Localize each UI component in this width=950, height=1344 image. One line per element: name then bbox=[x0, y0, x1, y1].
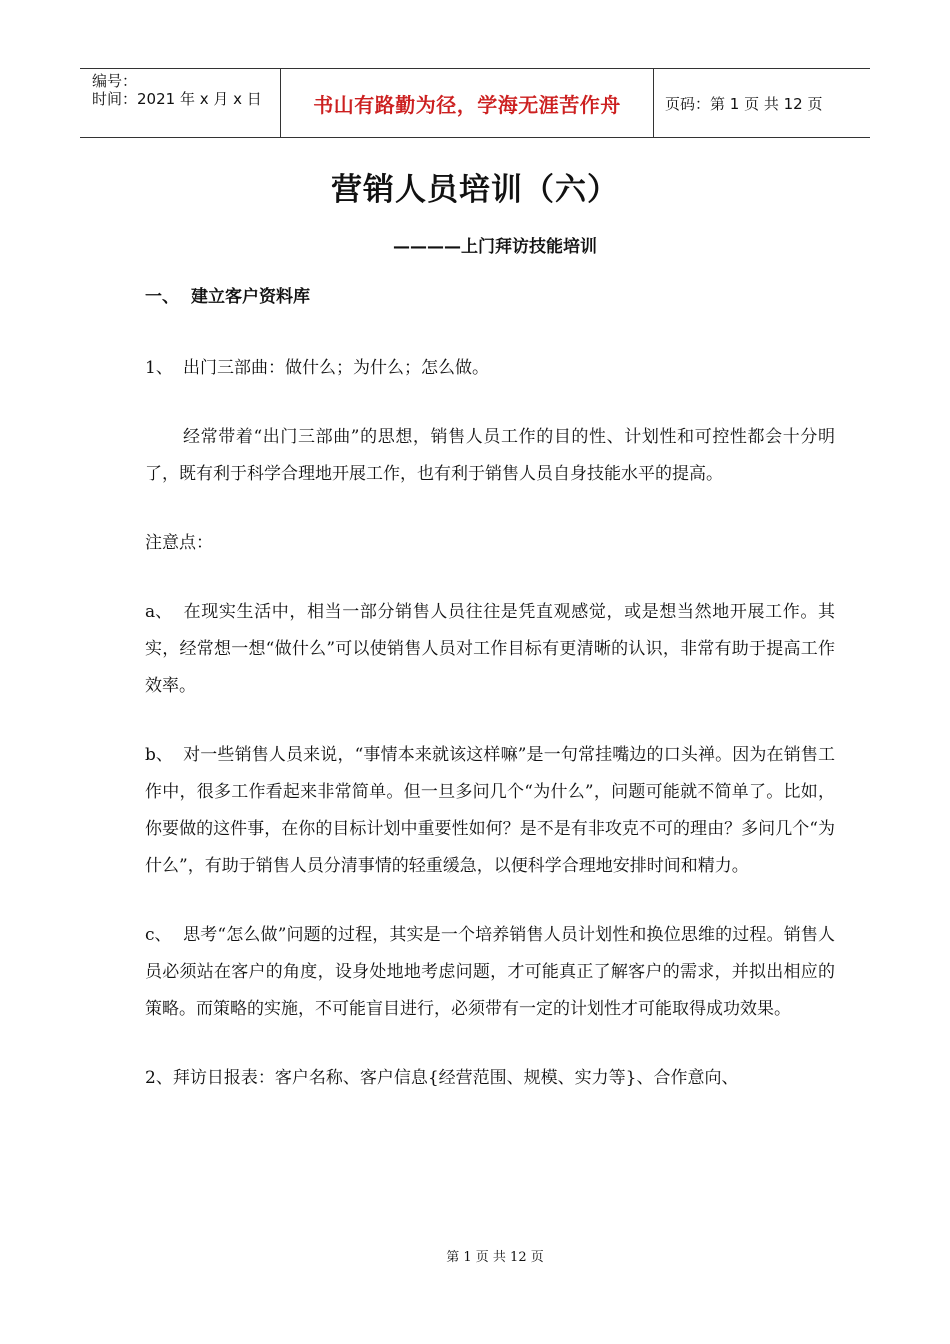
document-title: 营销人员培训（六） bbox=[331, 172, 619, 208]
note-marker: a、 bbox=[145, 602, 173, 622]
section-number: 一、 bbox=[145, 287, 179, 307]
header-number: 编号： bbox=[92, 72, 138, 90]
list-item-1 bbox=[145, 350, 835, 387]
note-marker: b、 bbox=[145, 745, 173, 765]
note-text: 思考“怎么做”问题的过程，其实是一个培养销售人员计划性和换位思维的过程。销售人 员必须站在客户的角度，设身处地地考虑问题，才可能真正了解客户的需求，并拟出相应的策略。而策略的实施，不可能盲目进行，必须带有一定的计划性才可能取得成功效果。 bbox=[145, 925, 835, 1019]
note-marker: c、 bbox=[145, 925, 172, 945]
note-text: 在现实生活中，相当一部分销售人员往往是凭直观感觉，或是想当然地开展工作。其实，经常想一想“做什么”可以使销售人员对工作目标有更清晰的认识，非常有助于提高工作效率。 bbox=[145, 602, 835, 696]
paragraph: 经常带着“出门三部曲”的思想，销售人员工作的目的性、计划性和可控性都会十分明了，既有利于科学合理地开展工作，也有利于销售人员自身技能水平的提高。 bbox=[145, 427, 835, 484]
section-heading bbox=[145, 282, 835, 312]
note-c bbox=[145, 917, 835, 1028]
list-marker: 1、 bbox=[145, 358, 173, 378]
section-title: 建立客户资料库 bbox=[191, 287, 310, 307]
header-motto: 书山有路勤为径，学海无涯苦作舟 bbox=[280, 69, 654, 137]
header-time: 时间：2021 年 x 月 x 日 bbox=[92, 90, 262, 108]
document-subtitle: ————上门拜访技能培训 bbox=[393, 237, 597, 257]
note-a bbox=[145, 594, 835, 705]
document-body bbox=[145, 282, 835, 1097]
notes-label: 注意点： bbox=[145, 533, 213, 553]
header-meta bbox=[80, 69, 280, 137]
document-header bbox=[80, 68, 870, 138]
note-b bbox=[145, 737, 835, 885]
list-item-2: 2、拜访日报表：客户名称、客户信息{经营范围、规模、实力等}、合作意向、 bbox=[145, 1068, 739, 1088]
page-footer: 第 1 页 共 12 页 bbox=[446, 1250, 544, 1265]
header-page-info: 页码：第 1 页 共 12 页 bbox=[665, 94, 823, 113]
list-item-text: 出门三部曲：做什么；为什么；怎么做。 bbox=[183, 358, 489, 378]
note-text: 对一些销售人员来说，“事情本来就该这样嘛”是一句常挂嘴边的口头禅。因为在销售工作中，很多工作看起来非常简单。但一旦多问几个“为什么”，问题可能就不简单了。比如，你要做的这件事，在你的目标计划中重要性如何？是不是有非攻克不可的理由？多问几个“为什么”，有助于销售人员分清事情的轻重缓急，以便科学合理地安排时间和精力。 bbox=[145, 745, 835, 876]
